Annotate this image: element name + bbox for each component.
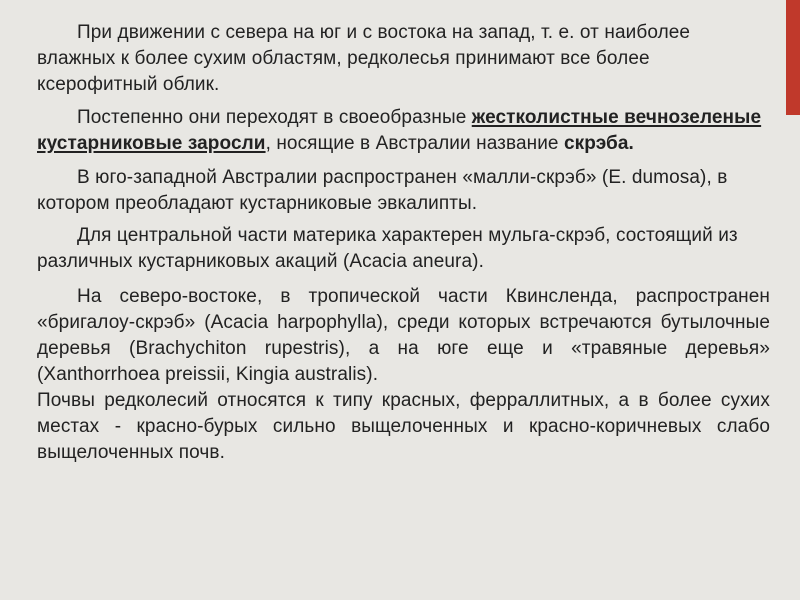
paragraph-brigalow-scrub: На северо-востоке, в тропической части Квинсленда, распространен «бригалоу-скрэб» (Acacia harpophylla), среди которых встречаются бутылочные деревья (Brachychiton rupestris), а на юге еще и «травяные деревья» (Xanthorrhoea preissii, Kingia australis). [37,286,770,385]
paragraph-xerophytic: При движении с севера на юг и с востока на запад, т. е. от наиболее влажных к более сухим областям, редколесья принимают все более ксерофитный облик. [37,22,691,95]
paragraph-scrub-text-middle: , носящие в Австралии название [265,133,564,154]
paragraph-mulga-scrub: Для центральной части материка характерен мульга-скрэб, состоящий из различных кустарниковых акаций (Acacia aneura). [37,225,738,272]
slide-body [37,20,770,466]
paragraph-soils: Почвы редколесий относятся к типу красных, ферраллитных, а в более сухих местах - красно-бурых сильно выщелоченных и красно-коричневых слабо выщелоченных почв. [37,390,770,463]
highlighted-term: жестколистные вечнозеленые кустарниковые заросли [37,107,762,154]
accent-bar [786,0,800,115]
paragraph-scrub-text-before: Постепенно они переходят в своеобразные [77,107,472,128]
bold-term-scrub: скрэба. [563,133,634,154]
paragraph-mallee-scrub: В юго-западной Австралии распространен «малли-скрэб» (E. dumosa), в котором преобладают кустарниковые эвкалипты. [37,167,728,214]
paragraph-scrub-definition [37,105,770,157]
